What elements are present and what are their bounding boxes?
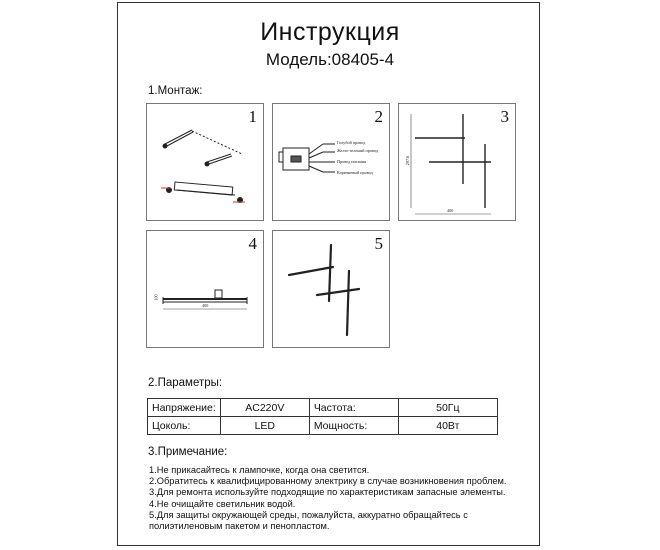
param-label-power: Мощность: — [309, 417, 398, 435]
mounting-step-1-drawing — [147, 104, 265, 222]
wire-label-brown: Коричневый провод — [337, 170, 373, 175]
wire-label-yellow-green: Желто-зеленый провод — [337, 148, 379, 153]
wiring-diagram — [273, 104, 391, 222]
panel-number: 3 — [500, 107, 509, 126]
wire-label-blue: Голубой провод — [337, 140, 366, 145]
section-parameters-heading: 2.Параметры: — [148, 377, 223, 389]
section-mounting-heading: 1.Монтаж: — [148, 85, 203, 97]
page-title: Инструкция — [260, 18, 400, 46]
dim-width: 400 — [202, 303, 209, 308]
panel-number: 5 — [374, 234, 383, 253]
note-item: 4.Не очищайте светильник водой. — [149, 498, 296, 509]
parameters-table — [147, 398, 498, 435]
param-label-voltage: Напряжение: — [148, 399, 221, 417]
diagram-panel-1 — [146, 103, 264, 221]
panel-number: 1 — [248, 107, 257, 126]
table-row — [148, 417, 498, 435]
notes-list — [149, 465, 507, 532]
diagram-panel-4 — [146, 230, 264, 348]
panel-number: 2 — [374, 107, 383, 126]
fixture-front-view — [399, 104, 517, 222]
param-label-base: Цоколь: — [148, 417, 221, 435]
param-value-voltage: AC220V — [220, 399, 309, 417]
param-label-frequency: Частота: — [309, 399, 398, 417]
diagram-panel-5 — [272, 230, 390, 348]
note-item: 3.Для ремонта используйте подходящие по характеристикам запасные элементы. — [149, 487, 506, 498]
dim-height: 297.6 — [405, 155, 411, 166]
table-row — [148, 399, 498, 417]
section-notes-heading: 3.Примечание: — [148, 446, 228, 458]
note-item: 2.Обратитесь к квалифицированному электрику в случае возникновения проблем. — [149, 476, 507, 487]
dim-height: 100 — [153, 294, 159, 301]
diagram-panel-2 — [272, 103, 390, 221]
diagram-panel-3 — [398, 103, 516, 221]
panel-number: 4 — [248, 234, 257, 253]
param-value-power: 40Вт — [398, 417, 497, 435]
fixture-side-view — [147, 231, 265, 349]
fixture-perspective-view — [273, 231, 391, 349]
param-value-frequency: 50Гц — [398, 399, 497, 417]
note-item: полиэтиленовым пакетом и пенопластом. — [149, 521, 330, 532]
param-value-base: LED — [220, 417, 309, 435]
note-item: 1.Не прикасайтесь к лампочке, когда она светится. — [149, 465, 370, 475]
note-item: 5.Для защиты окружающей среды, пожалуйста, аккуратно обращайтесь с — [149, 509, 468, 520]
wire-label-power: Провод питания — [337, 159, 366, 164]
model-number: Модель:08405-4 — [265, 50, 395, 69]
dim-width: 400 — [447, 208, 454, 213]
